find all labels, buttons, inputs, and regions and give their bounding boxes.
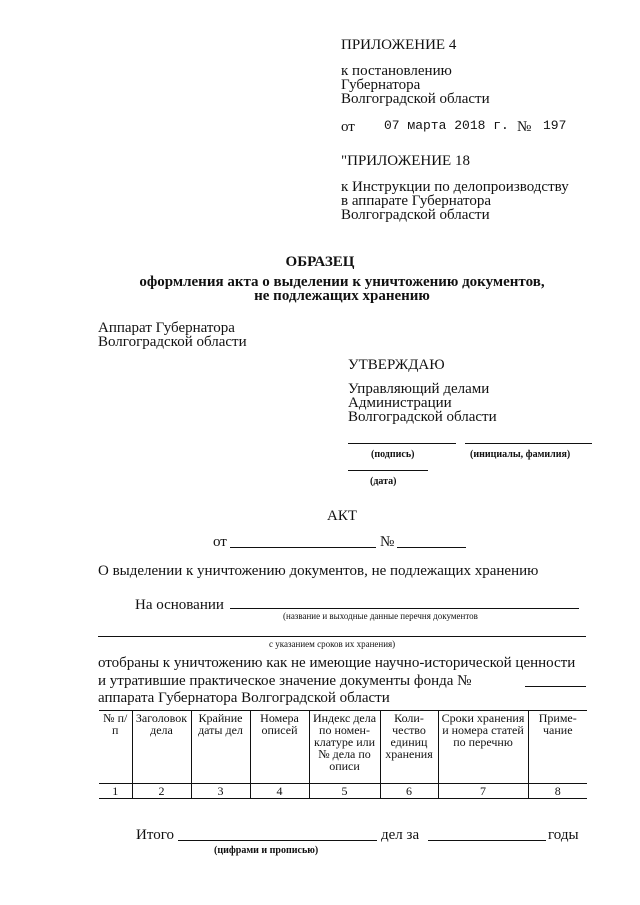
appendix-date: 07 марта 2018 г. xyxy=(384,118,509,133)
header-inventory-numbers: Номера описей xyxy=(250,711,309,784)
table-header-row xyxy=(99,711,587,784)
col-number: 3 xyxy=(191,784,250,799)
header-case-index: Индекс дела по номен-клатуре или № дела по описи xyxy=(309,711,380,784)
approve-line-3: Волгоградской области xyxy=(348,409,497,425)
para-line-1: отобраны к уничтожению как не имеющие научно-исторической ценности xyxy=(98,655,576,671)
signature-line xyxy=(348,443,456,444)
col-number: 8 xyxy=(528,784,587,799)
appendix-to-line-2: Губернатора xyxy=(341,77,421,93)
total-line xyxy=(178,840,377,841)
approve-line-2: Администрации xyxy=(348,395,452,411)
appendix-from-label: от xyxy=(341,119,355,135)
act-date-line xyxy=(230,547,376,548)
col-number: 2 xyxy=(132,784,191,799)
header-storage-units: Коли-чество единиц хранения xyxy=(380,711,438,784)
para-line-3: аппарата Губернатора Волгоградской области xyxy=(98,690,390,706)
signature-hint: (подпись) xyxy=(371,449,415,460)
basis-hint-2: с указанием сроков их хранения) xyxy=(269,639,396,649)
appendix-number: 197 xyxy=(543,118,567,133)
para-line-2: и утратившие практическое значение документы фонда № xyxy=(98,673,472,689)
act-number-line xyxy=(397,547,466,548)
col-number: 7 xyxy=(438,784,528,799)
organization-line-2: Волгоградской области xyxy=(98,334,247,350)
act-title: АКТ xyxy=(327,508,357,524)
name-line xyxy=(465,443,592,444)
date-hint: (дата) xyxy=(370,476,397,487)
act-subject: О выделении к уничтожению документов, не подлежащих хранению xyxy=(98,563,539,579)
col-number: 4 xyxy=(250,784,309,799)
appendix-to-line-1: к постановлению xyxy=(341,63,452,79)
appendix-title: ПРИЛОЖЕНИЕ 4 xyxy=(341,37,457,53)
appendix-to-line-3: Волгоградской области xyxy=(341,91,490,107)
basis-hint-1: (название и выходные данные перечня документов xyxy=(283,611,478,621)
appendix18-line-2: в аппарате Губернатора xyxy=(341,193,492,209)
total-label: Итого xyxy=(136,827,174,843)
act-from-label: от xyxy=(213,534,227,550)
col-number: 6 xyxy=(380,784,438,799)
appendix18-line-3: Волгоградской области xyxy=(341,207,490,223)
approve-title: УТВЕРЖДАЮ xyxy=(348,357,445,373)
appendix-number-label: № xyxy=(517,119,532,135)
document-heading: ОБРАЗЕЦ xyxy=(285,254,355,270)
organization-line-1: Аппарат Губернатора xyxy=(98,320,235,336)
years-line xyxy=(428,840,546,841)
basis-line-2 xyxy=(98,636,586,637)
appendix18-title: "ПРИЛОЖЕНИЕ 18 xyxy=(341,153,470,169)
appendix18-line-1: к Инструкции по делопроизводству xyxy=(341,179,569,195)
col-number: 5 xyxy=(309,784,380,799)
act-number-label: № xyxy=(380,534,395,550)
date-line xyxy=(348,470,428,471)
document-subtitle-1: оформления акта о выделении к уничтожению документов, xyxy=(139,274,545,290)
total-years-label: годы xyxy=(548,827,579,843)
col-number: 1 xyxy=(99,784,132,799)
header-note: Приме-чание xyxy=(528,711,587,784)
header-num: № п/п xyxy=(99,711,132,784)
table-number-row xyxy=(99,784,587,799)
documents-table xyxy=(99,710,587,799)
approve-line-1: Управляющий делами xyxy=(348,381,490,397)
header-dates: Крайние даты дел xyxy=(191,711,250,784)
header-case-title: Заголовок дела xyxy=(132,711,191,784)
document-subtitle-2: не подлежащих хранению xyxy=(254,288,430,304)
header-storage-terms: Сроки хранения и номера статей по перечню xyxy=(438,711,528,784)
total-cases-label: дел за xyxy=(381,827,420,843)
basis-label: На основании xyxy=(135,597,224,613)
name-hint: (инициалы, фамилия) xyxy=(470,449,571,460)
total-hint: (цифрами и прописью) xyxy=(214,845,319,856)
fund-number-line xyxy=(525,686,586,687)
basis-line-1 xyxy=(230,608,579,609)
